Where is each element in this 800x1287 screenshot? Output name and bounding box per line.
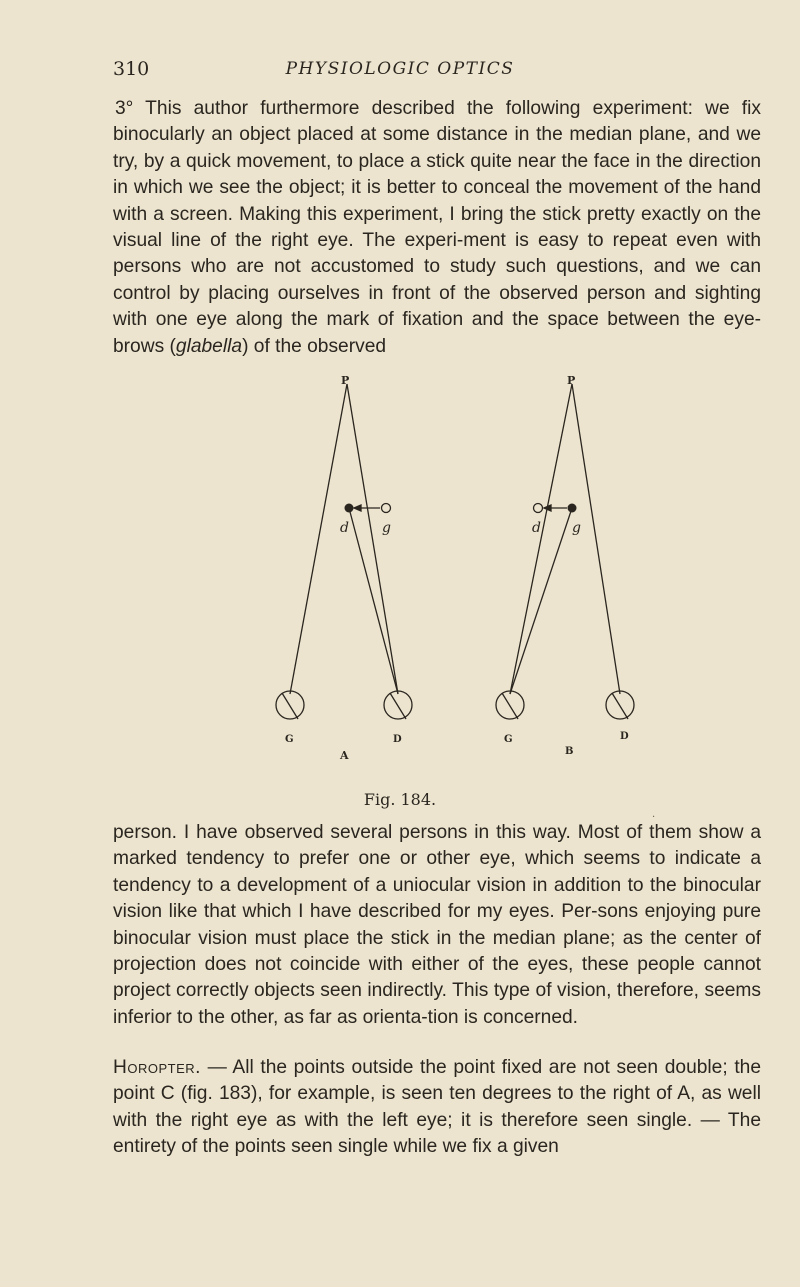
left-label-p: P (341, 374, 350, 387)
figure-caption: Fig. 184. (363, 790, 437, 809)
glabella-term: glabella (175, 335, 243, 357)
left-visual-line-d (347, 384, 398, 694)
left-label-d-mark: d (340, 520, 349, 536)
left-label-eye-g: G (285, 734, 294, 745)
left-panel-label-a: A (340, 749, 349, 762)
right-visual-line-g (510, 384, 572, 694)
paragraph-experiment-text: 3° This author furthermore described the following experiment: we fix binocularly an object placed at some distance in the median plane, and we try, by a quick movement, to place a stick quite near the face in the direction in which we see the object; it is better to conceal the movement of the hand with a screen. Making this experiment, I bring the stick pretty exactly on the visual line of the right eye. The experi-ment is easy to repeat even with persons who are not accustomed to study such questions, and we can control by placing ourselves in front of the observed person and sighting with one eye along the mark of fixation and the space between the eye-brows ( (113, 98, 761, 357)
left-label-g-mark: g (382, 520, 391, 536)
figure-left-panel (276, 384, 412, 719)
figure-right-panel (496, 384, 634, 719)
right-label-d-mark: d (532, 520, 541, 536)
left-label-eye-d: D (393, 734, 402, 745)
paragraph-experiment (113, 96, 761, 360)
paragraph-experiment-end: ) of the observed (242, 335, 387, 357)
right-label-g-mark: g (572, 520, 581, 536)
running-head: PHYSIOLOGIC OPTICS (285, 59, 515, 79)
page-number: 310 (113, 58, 150, 80)
paragraph-observations: person. I have observed several persons in this way. Most of them show a marked tendency to prefer one or other eye, which seems to indicate a tendency to a development of a uniocular vision in addition to the binocular vision like that which I have described for my eyes. Per-sons enjoying pure binocular vision must place the stick in the median plane; as the center of projection does not coincide with either of the eyes, these people cannot project correctly objects seen indirectly. This type of vision, therefore, seems inferior to the other, as far as orienta-tion is concerned. (113, 822, 761, 1028)
right-panel-object-d (534, 504, 543, 513)
left-panel-object-g (382, 504, 391, 513)
left-panel-stick-mark (345, 504, 354, 513)
stray-mark: · (652, 812, 656, 823)
right-panel-stick-mark (568, 504, 577, 513)
figure-184 (270, 374, 650, 794)
right-label-eye-d: D (620, 731, 629, 742)
paragraph-horopter-text: — All the points outside the point fixed are not seen double; the point C (fig. 183), for example, is seen ten degrees to the right of A, as well with the right eye as with the left eye; it is therefore seen single. — The entirety of the points seen single while we fix a given (113, 1057, 761, 1158)
right-label-eye-g: G (504, 734, 513, 745)
right-panel-label-b: B (565, 746, 574, 757)
left-visual-line-g (290, 384, 347, 694)
paragraph-horopter (113, 1055, 761, 1161)
horopter-term: Horopter. (113, 1057, 201, 1078)
right-label-p: P (567, 374, 576, 387)
right-visual-line-d (572, 384, 620, 694)
page-header (0, 58, 800, 88)
